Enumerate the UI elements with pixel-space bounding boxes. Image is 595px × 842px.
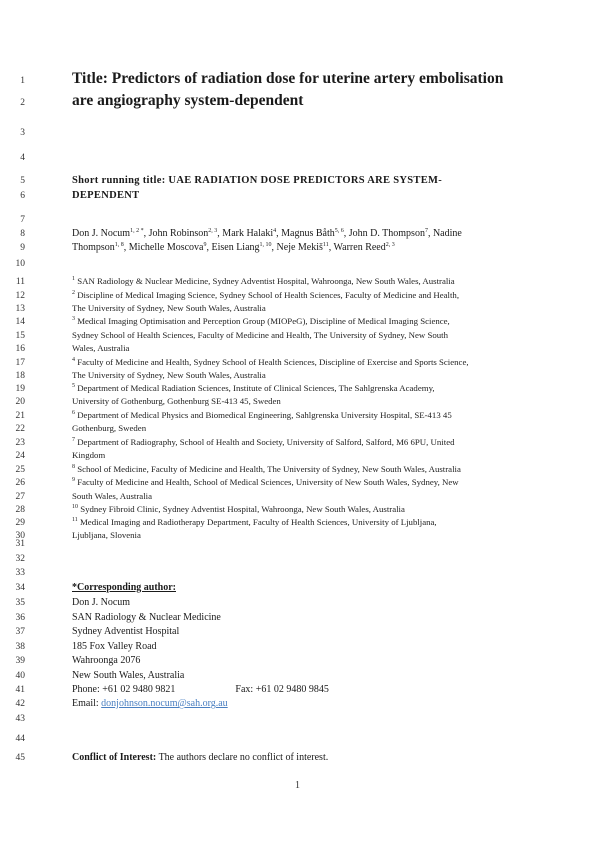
affiliation-marker: 3 [72,316,75,322]
address-text: New South Wales, Australia [72,670,185,681]
line-number: 37 [15,627,25,638]
address-text: Don J. Nocum [72,597,131,608]
line-number: 34 [15,583,25,593]
affiliation-text: University of Gothenburg, Gothenburg SE-413 45, Sweden [72,396,281,406]
paper-title-cont: are angiography system-dependent [72,92,304,109]
line-number: 14 [15,317,25,327]
line-number: 36 [15,612,25,623]
paper-title: Title: Predictors of radiation dose for uterine artery embolisation [72,70,504,87]
corresponding-heading: *Corresponding author: [72,582,176,593]
line-number: 5 [20,176,25,186]
line-number: 26 [15,478,25,488]
line-number: 10 [15,259,25,269]
line-number: 9 [20,243,25,253]
line-number: 17 [15,358,25,368]
line-number: 1 [20,76,25,86]
line-number: 44 [15,734,25,744]
affiliation-text: South Wales, Australia [72,491,153,501]
line-number: 40 [15,671,25,681]
line-number: 3 [20,128,25,138]
line-number: 21 [15,411,25,421]
line-number: 22 [15,424,25,434]
line-number: 4 [20,153,25,163]
address-text: SAN Radiology & Nuclear Medicine [72,611,221,623]
line-number: 39 [15,656,25,667]
conflict-label: Conflict of Interest: [72,752,157,763]
author-list-cont: Thompson$^{1, 8}$, Michelle Moscova$^9$, Eisen Liang$^{1, 10}$, Neje Mekiš$^{11}$, Warren Reed$^{2, 3}$ [72,242,395,253]
affiliation-text: $^7$ Department of Radiography, School of Health and Society, University of Salford, Salford, M6 6PU, United [72,437,455,447]
line-number: 18 [15,371,25,381]
line-number: 45 [15,753,25,763]
line-number: 41 [15,685,25,695]
line-number: 16 [15,344,25,354]
running-title: Short running title: UAE RADIATION DOSE PREDICTORS ARE SYSTEM- [72,175,443,186]
phone: Phone: +61 02 9480 9821 [72,684,176,695]
affiliation-text: The University of Sydney, New South Wales, Australia [72,370,266,380]
line-number: 29 [15,518,25,528]
fax: Fax: +61 02 9480 9845 [235,684,329,695]
affiliation-text: $^2$ Discipline of Medical Imaging Science, Sydney School of Health Sciences, Faculty of Medicine and Health, [72,290,460,300]
affiliation-marker: 11 [72,517,78,523]
address-text: Sydney Adventist Hospital [72,626,180,638]
running-title-cont: DEPENDENT [72,190,140,201]
line-number: 20 [15,397,25,407]
affiliation-text: $^4$ Faculty of Medicine and Health, Sydney School of Health Sciences, Discipline of Exercise and Sports Science, [72,357,469,367]
line-number: 33 [15,568,25,578]
affiliation-text: $^1$ SAN Radiology & Nuclear Medicine, Sydney Adventist Hospital, Wahroonga, New South Wales, Australia [72,276,455,286]
affiliation-text: Wales, Australia [72,343,130,353]
line-number: 38 [15,641,25,652]
line-number: 43 [15,714,25,724]
line-number: 6 [20,191,25,201]
line-number: 28 [15,505,25,515]
affiliation-text: $^6$ Department of Medical Physics and Biomedical Engineering, Sahlgrenska University Hospital, SE-413 45 [72,410,452,420]
line-number: 15 [15,331,25,341]
affiliation-marker: 7 [72,437,75,443]
address-text: Wahroonga 2076 [72,655,141,667]
line-number: 31 [15,539,25,549]
affiliation-marker: 1 [72,276,75,282]
affiliation-marker: 2 [72,290,75,296]
affiliation-text: $^3$ Medical Imaging Optimisation and Perception Group (MIOPeG), Discipline of Medical Imaging Science, [72,316,450,326]
line-number: 8 [20,229,25,239]
affiliation-text: $^8$ School of Medicine, Faculty of Medicine and Health, The University of Sydney, New South Wales, Australia [72,464,461,474]
affiliation-marker: 5 [72,383,75,389]
affiliation-marker: 9 [72,477,75,483]
line-number: 25 [15,465,25,475]
affiliation-text: $^{10}$ Sydney Fibroid Clinic, Sydney Adventist Hospital, Wahroonga, New South Wales, Australia [72,504,405,514]
conflict-text: The authors declare no conflict of interest. [156,752,329,763]
line-number: 35 [15,598,25,608]
affiliation-marker: 4 [72,357,75,363]
affiliation-marker: 8 [72,464,75,470]
line-number: 24 [15,451,25,461]
line-number: 13 [15,304,25,314]
line-number: 19 [15,384,25,394]
author-list: Don J. Nocum$^{1, 2 *}$, John Robinson$^{2, 3}$, Mark Halaki$^4$, Magnus Båth$^{5, 6}$, John D. Thompson$^7$, Nadine [72,228,462,239]
affiliation-text: Sydney School of Health Sciences, Faculty of Medicine and Health, The University of Sydney, New South [72,330,448,340]
affiliation-text: Ljubljana, Slovenia [72,530,141,540]
line-number: 27 [15,492,25,502]
affiliation-text: $^5$ Department of Medical Radiation Sciences, Institute of Clinical Sciences, The Sahlgrenska Academy, [72,383,435,393]
affiliation-text: Kingdom [72,450,106,460]
line-number: 30 [15,531,25,541]
affiliation-text: Gothenburg, Sweden [72,423,147,433]
affiliation-text: $^{11}$ Medical Imaging and Radiotherapy Department, Faculty of Health Sciences, University of Ljubljana, [72,517,437,527]
line-number: 11 [15,277,25,287]
email-label: Email: [72,698,102,709]
address-text: 185 Fox Valley Road [72,640,157,652]
affiliation-marker: 10 [72,504,78,510]
line-number: 32 [15,554,25,564]
line-number: 7 [20,215,25,225]
affiliation-text: The University of Sydney, New South Wales, Australia [72,303,266,313]
line-number: 23 [15,438,25,448]
affiliation-marker: 6 [72,410,75,416]
line-number: 42 [15,699,25,709]
email-link[interactable]: donjohnson.nocum@sah.org.au [101,698,228,709]
affiliation-text: $^9$ Faculty of Medicine and Health, School of Medical Sciences, University of New South Wales, Sydney, New [72,477,459,487]
line-number: 2 [20,98,25,108]
page-number: 1 [295,780,300,791]
line-number: 12 [15,291,25,301]
